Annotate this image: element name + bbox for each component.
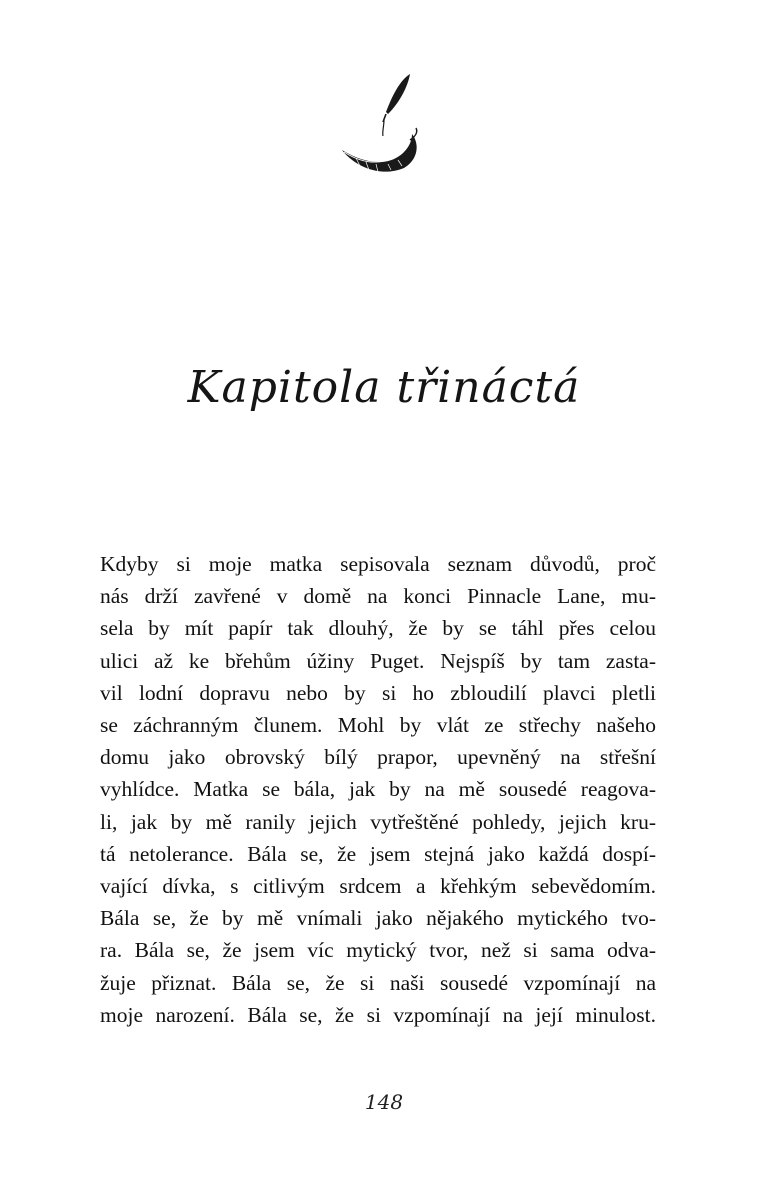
- text-line: ra. Bála se, že jsem víc mytický tvor, než si sama odva-: [100, 938, 656, 963]
- text-line: Bála se, že by mě vnímali jako nějakého mytického tvo-: [100, 906, 656, 931]
- text-line: vající dívka, s citlivým srdcem a křehkým sebevědomím.: [100, 874, 656, 899]
- text-line: nás drží zavřené v domě na konci Pinnacle Lane, mu-: [100, 584, 656, 609]
- feather-ornament-icon: [336, 70, 432, 190]
- text-line: li, jak by mě ranily jejich vytřeštěné pohledy, jejich kru-: [100, 809, 656, 834]
- text-line: Kdyby si moje matka sepisovala seznam důvodů, proč: [100, 552, 656, 576]
- text-line: domu jako obrovský bílý prapor, upevněný na střešní: [100, 745, 656, 770]
- text-line: vyhlídce. Matka se bála, jak by na mě sousedé reagova-: [100, 777, 656, 802]
- text-line: moje narození. Bála se, že si vzpomínají na její minulost.: [100, 1002, 656, 1027]
- text-line: ulici až ke břehům úžiny Puget. Nejspíš by tam zasta-: [100, 648, 656, 673]
- text-line: žuje přiznat. Bála se, že si naši sousedé vzpomínají na: [100, 970, 656, 995]
- page-number: 148: [364, 1090, 404, 1114]
- body-paragraph: [100, 548, 656, 1031]
- chapter-title: Kapitola třináctá: [187, 362, 581, 413]
- text-line: se záchranným člunem. Mohl by vlát ze střechy našeho: [100, 713, 656, 738]
- text-line: vil lodní dopravu nebo by si ho zbloudilí plavci pletli: [100, 680, 656, 705]
- text-line: sela by mít papír tak dlouhý, že by se táhl přes celou: [100, 616, 656, 641]
- text-line: tá netolerance. Bála se, že jsem stejná jako každá dospí-: [100, 841, 656, 866]
